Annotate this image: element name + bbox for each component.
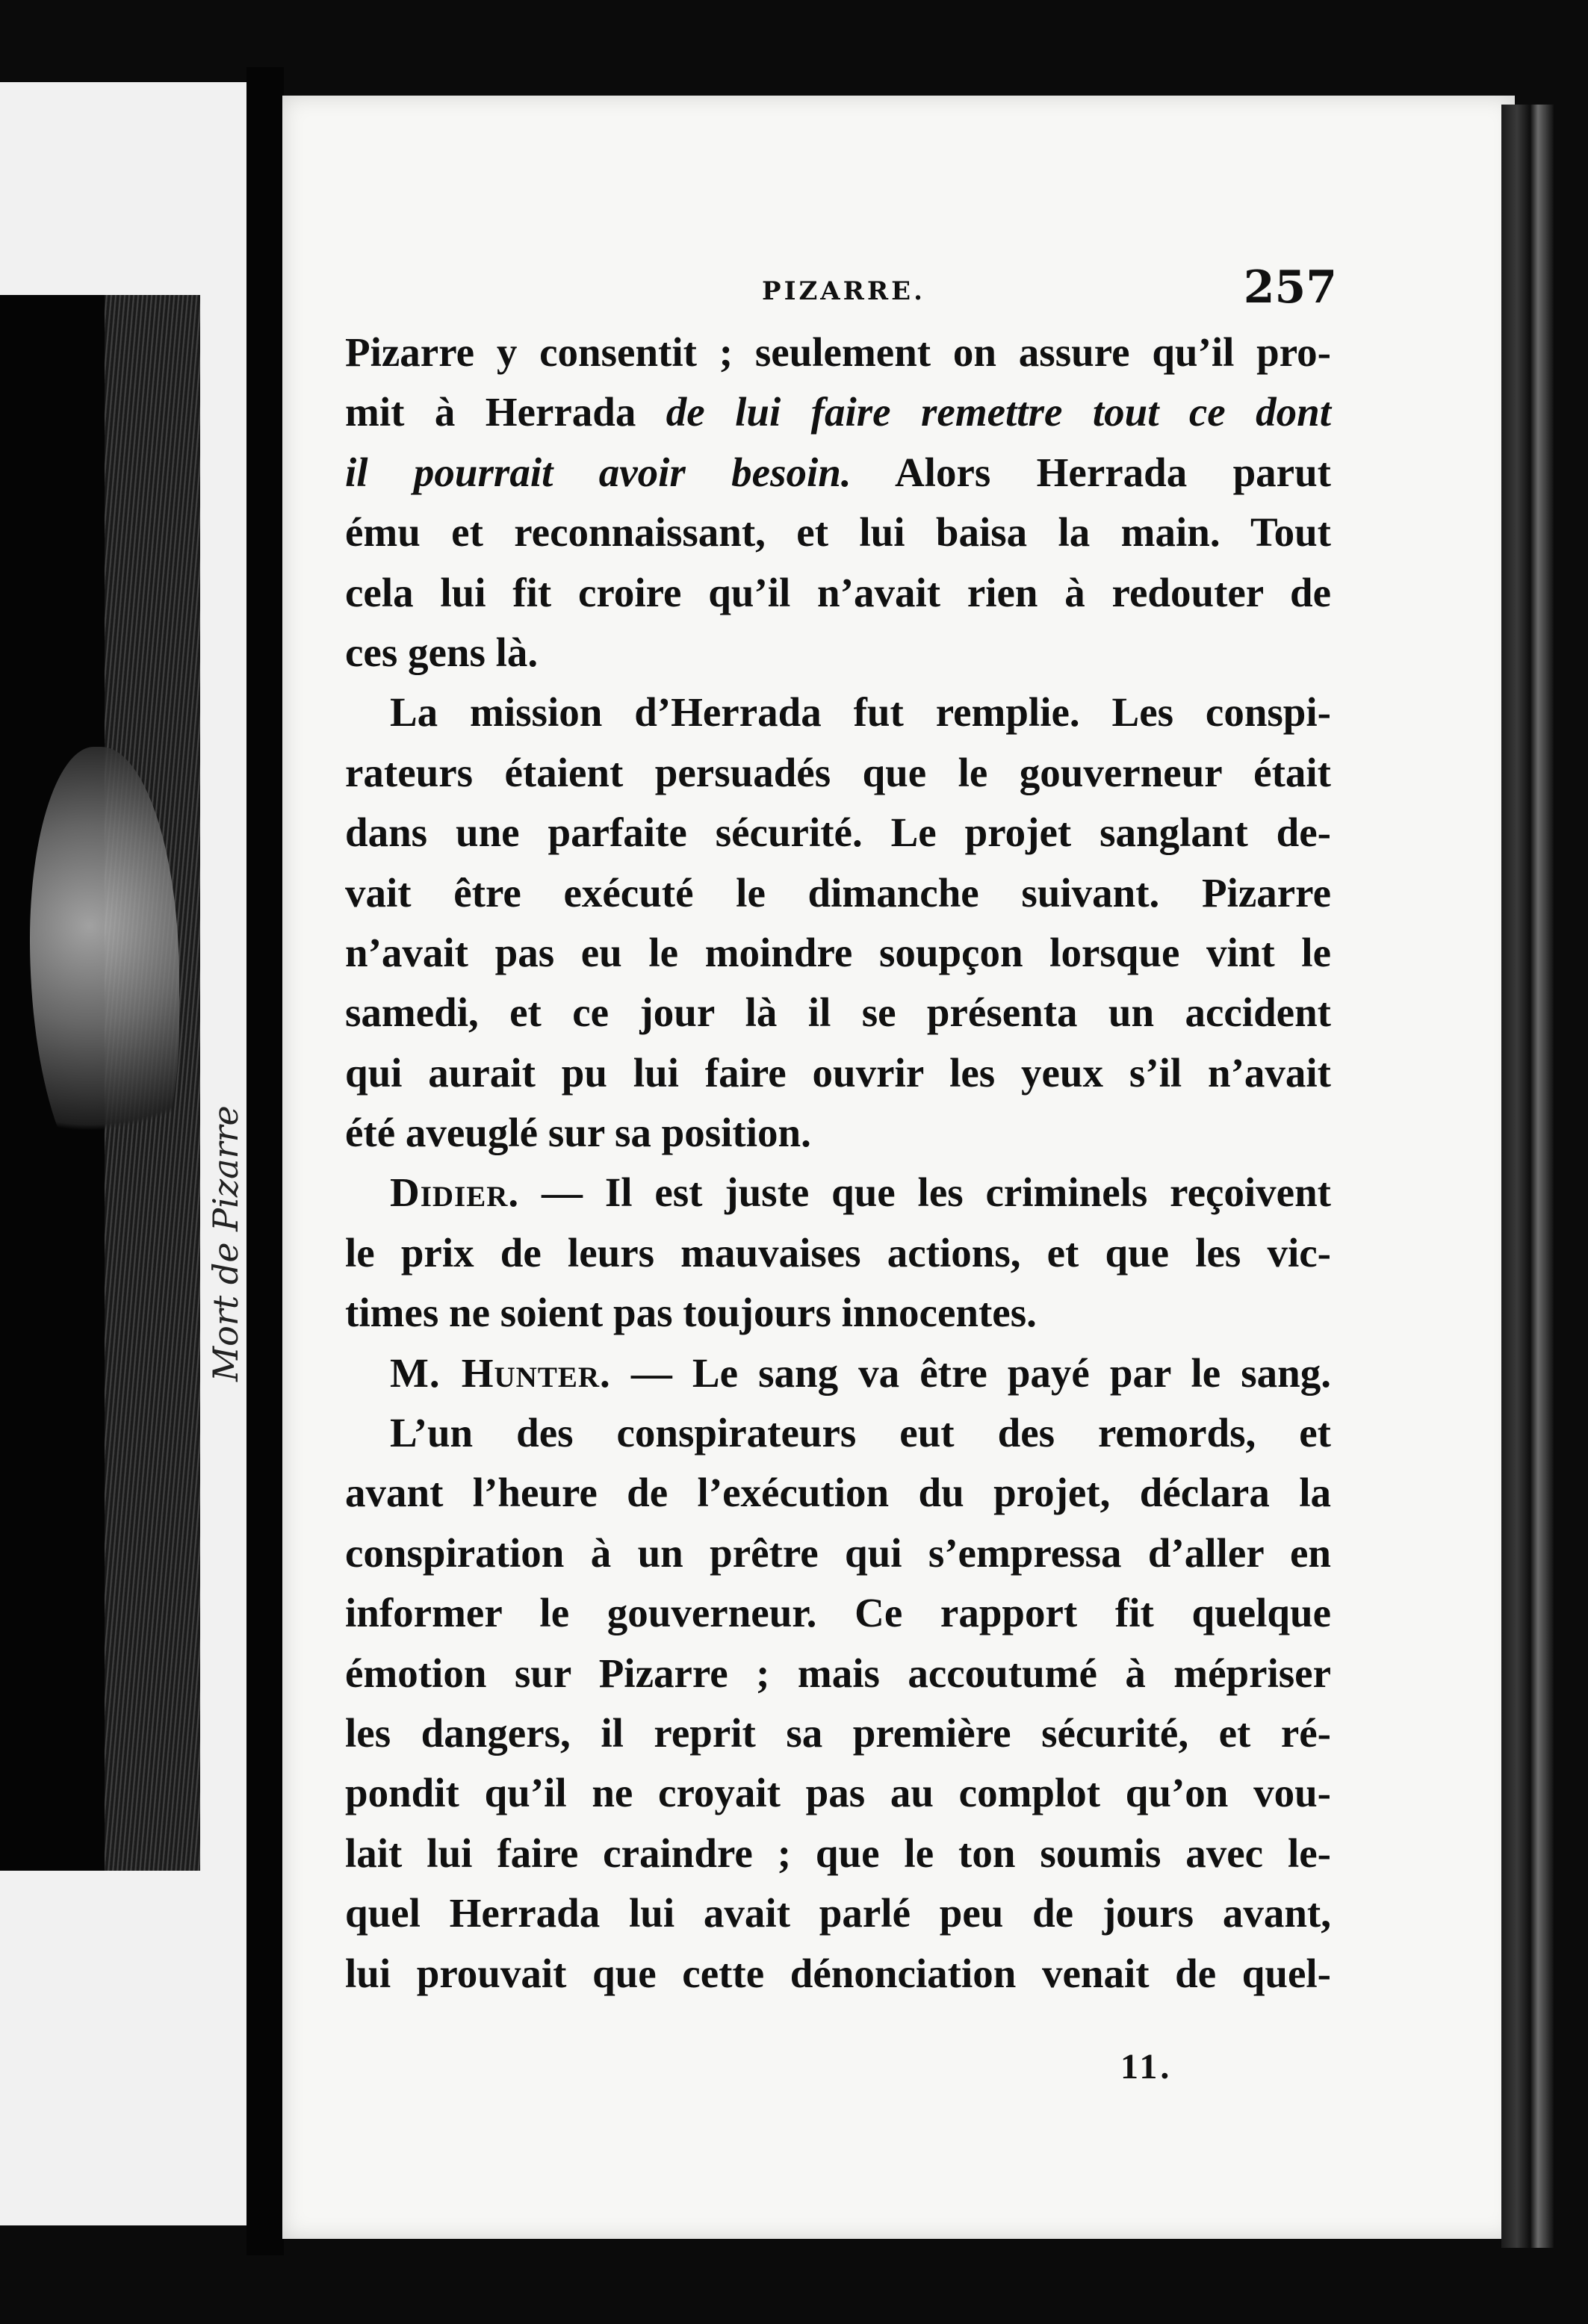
text-line: lait lui faire craindre ; que le ton soumis avec le- [345,1830,1331,1876]
text-line: conspiration à un prêtre qui s’empressa d’aller en [345,1529,1331,1576]
text-line: L’un des conspirateurs eut des remords, et [390,1410,1331,1456]
text-line: n’avait pas eu le moindre soupçon lorsque vint le [345,929,1331,975]
text-line: ému et reconnaissant, et lui baisa la main. Tout [345,509,1331,556]
text-line [345,382,1331,442]
speaker-name: M. Hunter. [390,1349,611,1396]
text-line: qui aurait pu lui faire ouvrir les yeux s’il n’avait [345,1049,1331,1096]
speaker-name: Didier. [390,1169,520,1216]
text-line: ces gens là. [345,629,539,675]
text-segment: Alors Herrada parut [894,449,1331,495]
text-line: samedi, et ce jour là il se présenta un accident [345,989,1331,1036]
running-head: PIZARRE. [762,276,925,306]
text-line: La mission d’Herrada fut remplie. Les conspi- [390,689,1331,736]
text-segment: — Le sang va être payé par le sang. [610,1349,1331,1396]
book-gutter [246,67,284,2255]
italic-phrase: il pourrait avoir besoin. [345,449,852,495]
text-line: les dangers, il reprit sa première sécurité, et ré- [345,1709,1331,1756]
plate-caption: Mort de Pizarre [205,1105,246,1382]
page-header [344,261,1337,329]
italic-phrase: de lui faire remettre tout ce dont [666,389,1332,435]
text-line: avant l’heure de l’exécution du projet, déclara la [345,1470,1331,1516]
text-segment: mit à Herrada [345,389,636,435]
text-line [345,443,1331,503]
text-line: pondit qu’il ne croyait pas au complot qu’on vou- [345,1770,1331,1816]
text-line: Pizarre y consentit ; seulement on assure qu’il pro- [345,329,1331,375]
text-line: vait être exécuté le dimanche suivant. Pizarre [345,869,1331,916]
text-line: le prix de leurs mauvaises actions, et que les vic- [345,1229,1331,1276]
page-edge [1501,105,1554,2248]
text-line: émotion sur Pizarre ; mais accoutumé à mépriser [345,1650,1331,1696]
signature-mark: 11. [1120,2047,1173,2087]
text-line [345,1343,1331,1403]
text-line: informer le gouverneur. Ce rapport fit quelque [345,1590,1331,1636]
text-segment: — Il est juste que les criminels reçoivent [519,1169,1331,1216]
text-line [345,1163,1331,1222]
text-line: dans une parfaite sécurité. Le projet sanglant de- [345,810,1331,856]
page-number: 257 [1243,261,1337,314]
text-line: rateurs étaient persuadés que le gouverneur était [345,749,1331,795]
text-line: quel Herrada lui avait parlé peu de jours avant, [345,1890,1331,1936]
text-line: été aveuglé sur sa position. [345,1110,811,1156]
text-line: lui prouvait que cette dénonciation venait de quel- [345,1950,1331,1996]
text-line: cela lui fit croire qu’il n’avait rien à redouter de [345,569,1331,615]
text-line: times ne soient pas toujours innocentes. [345,1290,1037,1336]
body-text [345,323,1331,2004]
